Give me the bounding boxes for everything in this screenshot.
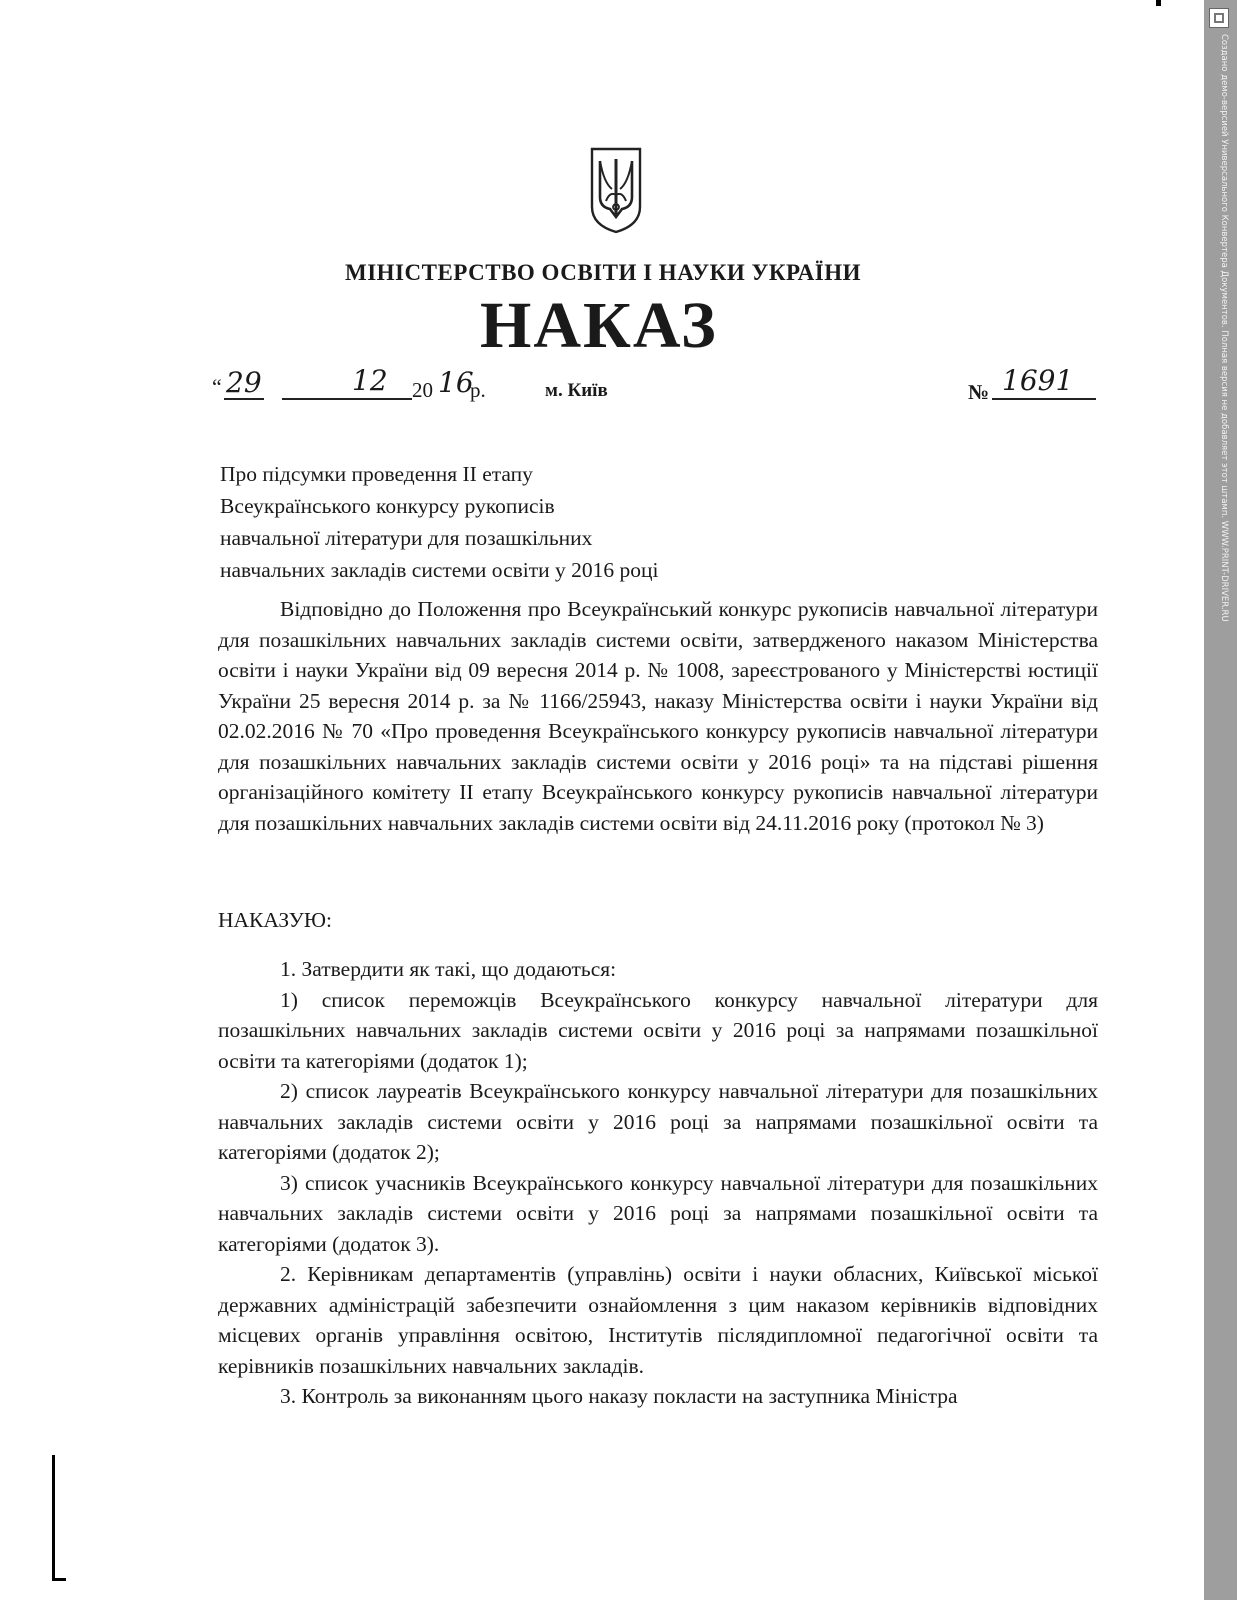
- item-1-3: 3) список учасників Всеукраїнського конкурсу навчальної літератури для позашкільних навчальних закладів системи освіти у 2016 році за напрямами позашкільної освіти та категоріями (додаток 3).: [218, 1170, 1098, 1256]
- scan-artifact: [1156, 0, 1161, 6]
- order-subject: [220, 458, 780, 586]
- converter-logo-icon: [1209, 8, 1229, 28]
- page-corner-mark: [52, 1455, 55, 1581]
- trident-emblem-icon: [588, 145, 644, 235]
- order-number: 1691: [1002, 364, 1074, 397]
- date-day: 29: [226, 366, 262, 399]
- item-1-1: 1) список переможців Всеукраїнського конкурсу навчальної літератури для позашкільних навчальних закладів системи освіти у 2016 році за напрямами позашкільної освіти та категоріями (додаток 1);: [218, 987, 1098, 1073]
- number-label: №: [968, 380, 990, 404]
- subject-line: навчальної літератури для позашкільних: [220, 526, 593, 550]
- subject-line: навчальних закладів системи освіти у 2016 році: [220, 558, 659, 582]
- subject-line: Про підсумки проведення ІІ етапу: [220, 462, 533, 486]
- item-3: 3. Контроль за виконанням цього наказу покласти на заступника Міністра: [280, 1384, 958, 1408]
- item-2: 2. Керівникам департаментів (управлінь) освіти і науки обласних, Київської міської державних адміністрацій забезпечити ознайомлення з цим наказом керівників відповідних місцевих органів управління освітою, Інститутів післядипломної педагогічної освіти та керівників позашкільних навчальних закладів.: [218, 1262, 1098, 1378]
- converter-watermark-text: Создано демо-версией Универсального Конвертера Документов. Полная версия не добавляет этот штамп. WWW.PRINT-DRIVER.RU: [1219, 34, 1229, 622]
- order-title: НАКАЗ: [480, 289, 718, 362]
- date-year-abbrev: р.: [470, 378, 486, 402]
- date-open-quote: “: [212, 374, 222, 399]
- date-month-line: [282, 398, 412, 400]
- item-1-2: 2) список лауреатів Всеукраїнського конкурсу навчальної літератури для позашкільних навчальних закладів системи освіти у 2016 році за напрямами позашкільної освіти та категоріями (додаток 2);: [218, 1079, 1098, 1164]
- preamble-paragraph: [218, 594, 1098, 838]
- preamble-text: Відповідно до Положення про Всеукраїнський конкурс рукописів навчальної літератури для позашкільних навчальних закладів системи освіти, затвердженого наказом Міністерства освіти і науки України від 09 вересня 2014 р. № 1008, зареєстрованого у Міністерстві юстиції України 25 вересня 2014 р. за № 1166/25943, наказу Міністерства освіти і науки України від 02.02.2016 № 70 «Про проведення Всеукраїнського конкурсу рукописів навчальної літератури для позашкільних навчальних закладів системи освіти у 2016 році» та на підставі рішення організаційного комітету ІІ етапу Всеукраїнського конкурсу рукописів навчальної літератури для позашкільних навчальних закладів системи освіти від 24.11.2016 року (протокол № 3): [218, 597, 1098, 835]
- date-day-line: [224, 398, 264, 400]
- item-1: 1. Затвердити як такі, що додаються:: [280, 957, 617, 981]
- page-corner-mark-foot: [52, 1578, 66, 1581]
- date-year-suffix: 16: [438, 366, 474, 399]
- ministry-name: МІНІСТЕРСТВО ОСВІТИ І НАУКИ УКРАЇНИ: [345, 260, 861, 285]
- date-month: 12: [352, 364, 388, 397]
- order-items: [218, 954, 1098, 1412]
- decree-heading: НАКАЗУЮ:: [218, 908, 332, 932]
- date-number-row: [212, 364, 1102, 412]
- date-year-prefix: 20: [412, 378, 433, 402]
- number-line: [992, 398, 1096, 400]
- city-label: м. Київ: [545, 380, 608, 401]
- subject-line: Всеукраїнського конкурсу рукописів: [220, 494, 555, 518]
